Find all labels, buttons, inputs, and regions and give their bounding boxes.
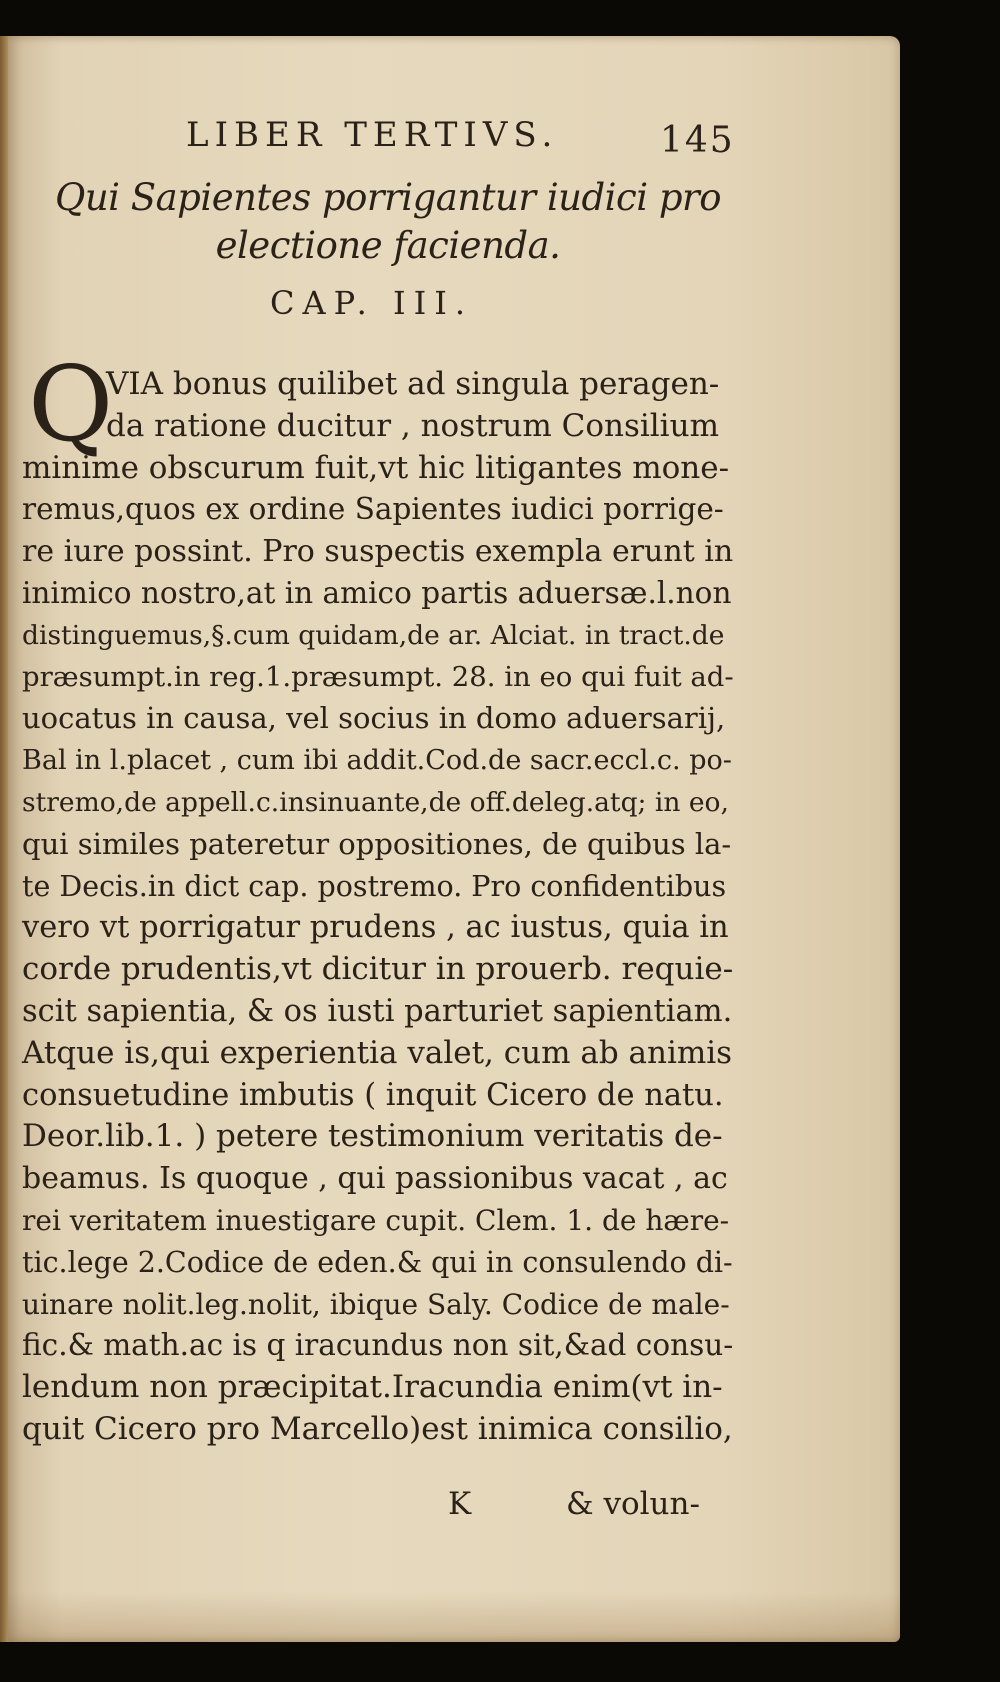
text-line: scit sapientia, & os iusti parturiet sapientiam. — [22, 993, 733, 1029]
text-line: tic.lege 2.Codice de eden.& qui in consulendo di- — [22, 1245, 733, 1279]
text-line: distinguemus,§.cum quidam,de ar. Alciat. in tract.de — [22, 619, 725, 651]
text-line: Bal in l.placet , cum ibi addit.Cod.de sacr.eccl.c. po- — [22, 745, 732, 777]
drop-cap: Q — [28, 343, 114, 465]
running-title: LIBER TERTIVS. — [186, 115, 559, 155]
text-line: fic.& math.ac is q iracundus non sit,&ad consu- — [22, 1328, 734, 1363]
text-line: qui similes pateretur oppositiones, de quibus la- — [22, 826, 732, 861]
chapter-number: CAP. III. — [270, 284, 474, 322]
text-line: minime obscurum fuit,vt hic litigantes mone- — [22, 449, 730, 486]
text-line: lendum non præcipitat.Iracundia enim(vt in- — [22, 1369, 723, 1406]
chapter-title: Qui Sapientes porrigantur iudici pro electione facienda. — [55, 176, 721, 267]
body-text — [22, 364, 734, 1451]
text-line: beamus. Is quoque , qui passionibus vacat , ac — [22, 1161, 728, 1197]
text-line: stremo,de appell.c.insinuante,de off.deleg.atq; in eo, — [22, 786, 729, 818]
text-line: corde prudentis,vt dicitur in prouerb. requie- — [22, 951, 734, 988]
text-line: uinare nolit.leg.nolit, ibique Saly. Codice de male- — [22, 1287, 730, 1321]
text-line: vero vt porrigatur prudens , ac iustus, quia in — [22, 910, 729, 946]
signature-mark: K — [448, 1486, 472, 1522]
text-line: inimico nostro,at in amico partis aduersæ.l.non — [22, 575, 732, 610]
page-number: 145 — [660, 120, 735, 161]
text-line: Atque is,qui experientia valet, cum ab animis — [22, 1034, 733, 1071]
text-line: te Decis.in dict cap. postremo. Pro confidentibus — [22, 869, 727, 903]
text-line: remus,quos ex ordine Sapientes iudici porrige- — [22, 492, 724, 527]
text-line: re iure possint. Pro suspectis exempla erunt in — [22, 534, 734, 570]
text-line: da ratione ducitur , nostrum Consilium — [106, 407, 719, 444]
text-line: rei veritatem inuestigare cupit. Clem. 1. de hære- — [22, 1203, 730, 1237]
text-line: quit Cicero pro Marcello)est inimica consilio, — [22, 1410, 733, 1447]
text-line: præsumpt.in reg.1.præsumpt. 28. in eo qui fuit ad- — [22, 660, 734, 693]
catchword: & volun- — [566, 1486, 700, 1522]
text-line: consuetudine imbutis ( inquit Cicero de natu. — [22, 1077, 724, 1113]
text-line: VIA bonus quilibet ad singula peragen- — [106, 366, 720, 402]
text-line: Deor.lib.1. ) petere testimonium veritatis de- — [22, 1118, 723, 1155]
text-line: uocatus in causa, vel socius in domo aduersarij, — [22, 701, 726, 736]
